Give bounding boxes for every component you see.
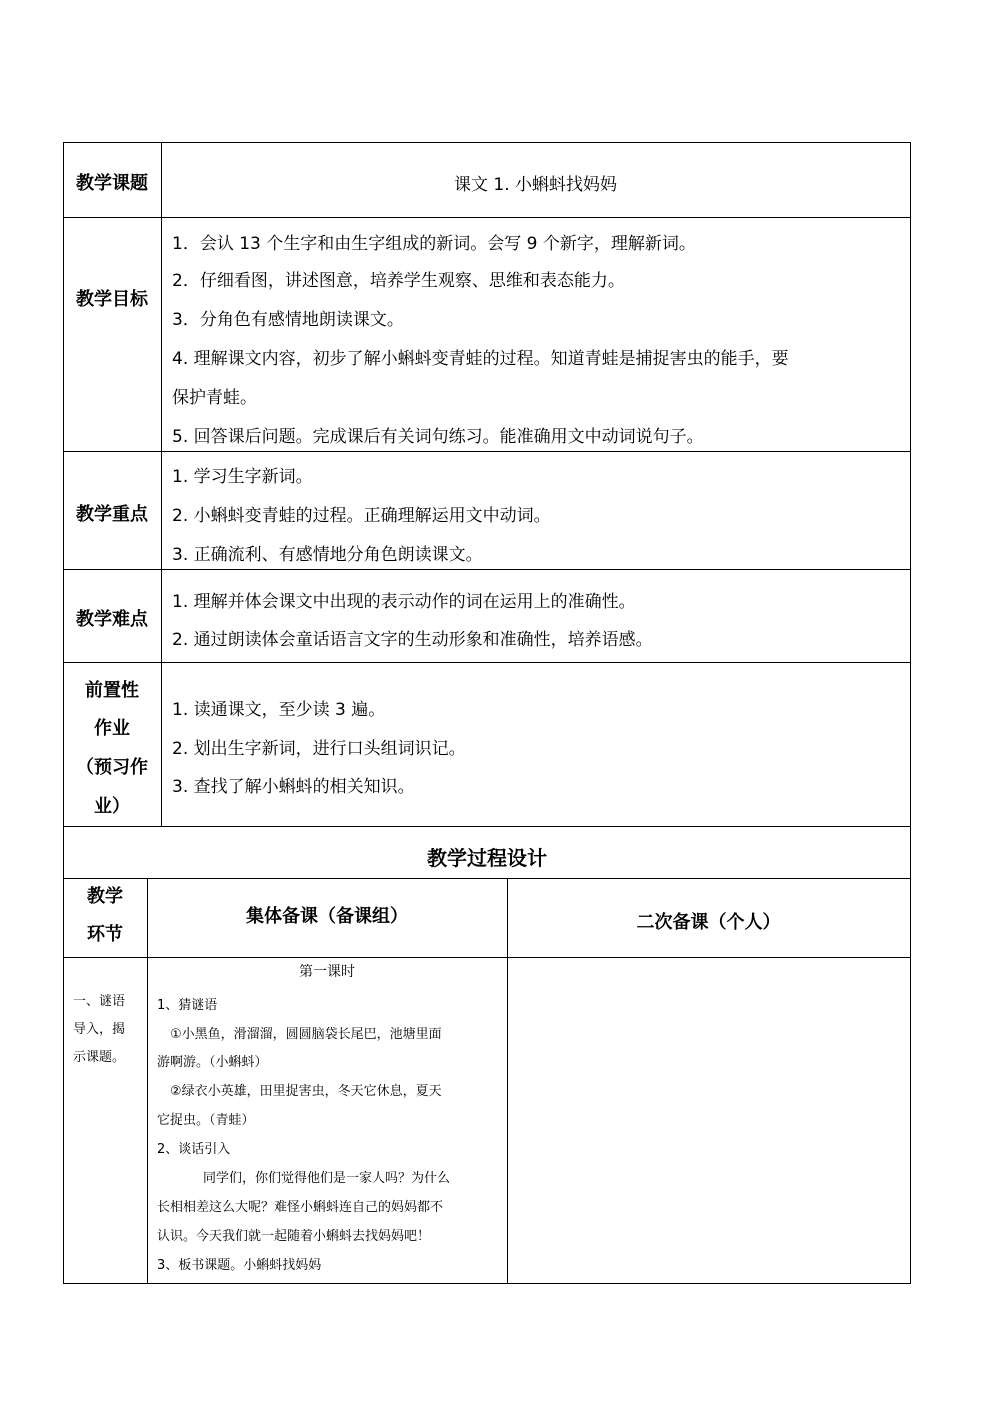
personal-prep-cell xyxy=(508,958,910,1283)
lesson-title: 第一课时 xyxy=(299,964,355,980)
preview-label-line-2: 作业 xyxy=(94,718,130,739)
table-top-border xyxy=(63,142,911,143)
stage-column-divider xyxy=(147,878,148,1284)
goal-item-5: 5. 回答课后问题。完成课后有关词句练习。能准确用文中动词说句子。 xyxy=(172,427,704,447)
content-line-6: 2、谈话引入 xyxy=(157,1142,231,1157)
group-prep-header: 集体备课（备课组） xyxy=(246,906,408,927)
preview-item-3: 3. 查找了解小蝌蚪的相关知识。 xyxy=(172,777,415,797)
preview-label-line-1: 前置性 xyxy=(85,680,139,701)
difficulty-item-2: 2. 通过朗读体会童话语言文字的生动形象和准确性，培养语感。 xyxy=(172,630,653,650)
row-divider-4 xyxy=(63,662,911,663)
row-divider-2 xyxy=(63,451,911,452)
stage-line-2: 导入，揭 xyxy=(73,1022,126,1037)
goal-item-3: 3．分角色有感情地朗读课文。 xyxy=(172,310,404,330)
key-points-label: 教学重点 xyxy=(76,504,148,525)
goal-item-1: 1．会认 13 个生字和由生字组成的新词。会写 9 个新字，理解新词。 xyxy=(172,234,696,254)
content-line-2: ①小黑鱼，滑溜溜，圆圆脑袋长尾巴，池塘里面 xyxy=(170,1027,442,1042)
topic-label: 教学课题 xyxy=(76,173,148,194)
stage-line-3: 示课题。 xyxy=(73,1050,126,1065)
difficulty-item-1: 1. 理解并体会课文中出现的表示动作的词在运用上的准确性。 xyxy=(172,592,636,612)
row-divider-6 xyxy=(63,878,911,879)
goal-item-4-cont: 保护青蛙。 xyxy=(172,388,257,408)
goal-item-2: 2．仔细看图，讲述图意，培养学生观察、思维和表态能力。 xyxy=(172,271,625,291)
content-line-7: 同学们，你们觉得他们是一家人吗？为什么 xyxy=(203,1171,451,1186)
row-divider-3 xyxy=(63,569,911,570)
goals-label: 教学目标 xyxy=(76,289,148,310)
content-line-9: 认识。今天我们就一起随着小蝌蚪去找妈妈吧！ xyxy=(157,1229,431,1244)
process-title: 教学过程设计 xyxy=(427,846,547,870)
preview-item-1: 1. 读通课文，至少读 3 遍。 xyxy=(172,700,386,720)
content-line-1: 1、猜谜语 xyxy=(157,998,218,1013)
content-line-8: 长相相差这么大呢？难怪小蝌蚪连自己的妈妈都不 xyxy=(157,1200,444,1215)
label-column-divider xyxy=(161,142,162,826)
content-line-4: ②绿衣小英雄，田里捉害虫，冬天它休息，夏天 xyxy=(170,1084,442,1099)
stage-header-line-1: 教学 xyxy=(87,886,123,907)
table-bottom-border xyxy=(63,1283,911,1284)
preview-item-2: 2. 划出生字新词，进行口头组词识记。 xyxy=(172,739,466,759)
key-point-item-3: 3. 正确流利、有感情地分角色朗读课文。 xyxy=(172,545,483,565)
personal-prep-header: 二次备课（个人） xyxy=(636,912,781,933)
preview-label-line-4: 业） xyxy=(94,796,130,817)
difficulties-label: 教学难点 xyxy=(76,609,148,630)
content-line-5: 它捉虫。（青蛙） xyxy=(157,1113,255,1128)
stage-line-1: 一、谜语 xyxy=(73,994,126,1009)
stage-header-line-2: 环节 xyxy=(87,924,123,945)
key-point-item-1: 1. 学习生字新词。 xyxy=(172,467,313,487)
topic-value: 课文 1. 小蝌蚪找妈妈 xyxy=(453,175,618,195)
content-line-3: 游啊游。（小蝌蚪） xyxy=(157,1055,268,1070)
preview-label-line-3: （预习作 xyxy=(76,757,148,778)
content-line-10: 3、板书课题。小蝌蚪找妈妈 xyxy=(157,1258,322,1273)
row-divider-5 xyxy=(63,826,911,827)
table-right-border xyxy=(910,142,911,1284)
table-left-border xyxy=(63,142,64,1284)
row-divider-1 xyxy=(63,217,911,218)
goal-item-4: 4. 理解课文内容，初步了解小蝌蚪变青蛙的过程。知道青蛙是捕捉害虫的能手，要 xyxy=(172,349,789,369)
key-point-item-2: 2. 小蝌蚪变青蛙的过程。正确理解运用文中动词。 xyxy=(172,506,551,526)
